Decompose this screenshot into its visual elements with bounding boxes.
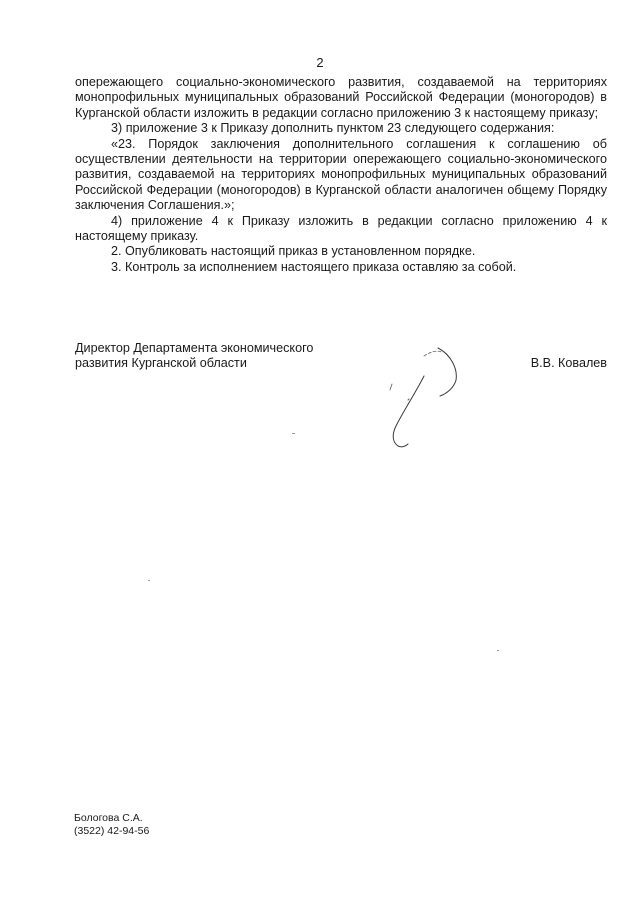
signer-name: В.В. Ковалев (530, 356, 607, 370)
page-number: 2 (316, 55, 324, 70)
signer-position-line-1: Директор Департамента экономического (75, 341, 314, 355)
document-body (75, 75, 607, 275)
paragraph-quoted-item-23: «23. Порядок заключения дополнительного соглашения к соглашению об осуществлении деятельности на территории опережающего социально-экономического развития, создаваемой на территориях монопрофильных муниципальных образований Российской Федерации (моногородов) в Курганской области аналогичен общему Порядку заключения Соглашения.»; (75, 136, 607, 213)
executor-name: Бологова С.А. (74, 812, 143, 824)
handwritten-signature (378, 340, 478, 460)
paragraph-item-3: 3) приложение 3 к Приказу дополнить пунктом 23 следующего содержания: (111, 121, 555, 136)
executor-footer (74, 812, 149, 838)
signature-stroke-diagonal (393, 376, 424, 447)
signer-position (75, 341, 375, 372)
paragraph-publish: 2. Опубликовать настоящий приказ в установленном порядке. (111, 244, 476, 259)
scan-speck (497, 650, 499, 651)
paragraph-control: 3. Контроль за исполнением настоящего приказа оставляю за собой. (111, 259, 517, 274)
signer-position-line-2: развития Курганской области (75, 356, 247, 371)
signature-stroke-tick (390, 384, 392, 390)
signature-stroke-main (438, 348, 456, 396)
signature-stroke-top (424, 351, 442, 356)
executor-phone: (3522) 42-94-56 (74, 825, 150, 837)
paragraph-continuation: опережающего социально-экономического развития, создаваемой на территориях монопрофильных муниципальных образований Российской Федерации (моногородов) в Курганской области изложить в редакции согласно приложению 3 к настоящему приказу; (75, 75, 607, 120)
paragraph-item-4: 4) приложение 4 к Приказу изложить в редакции согласно приложению 4 к настоящему приказу. (75, 213, 607, 244)
scan-speck (292, 433, 295, 434)
signature-stroke-dot (408, 399, 409, 400)
scan-speck (148, 580, 150, 581)
signature-block (75, 341, 607, 381)
